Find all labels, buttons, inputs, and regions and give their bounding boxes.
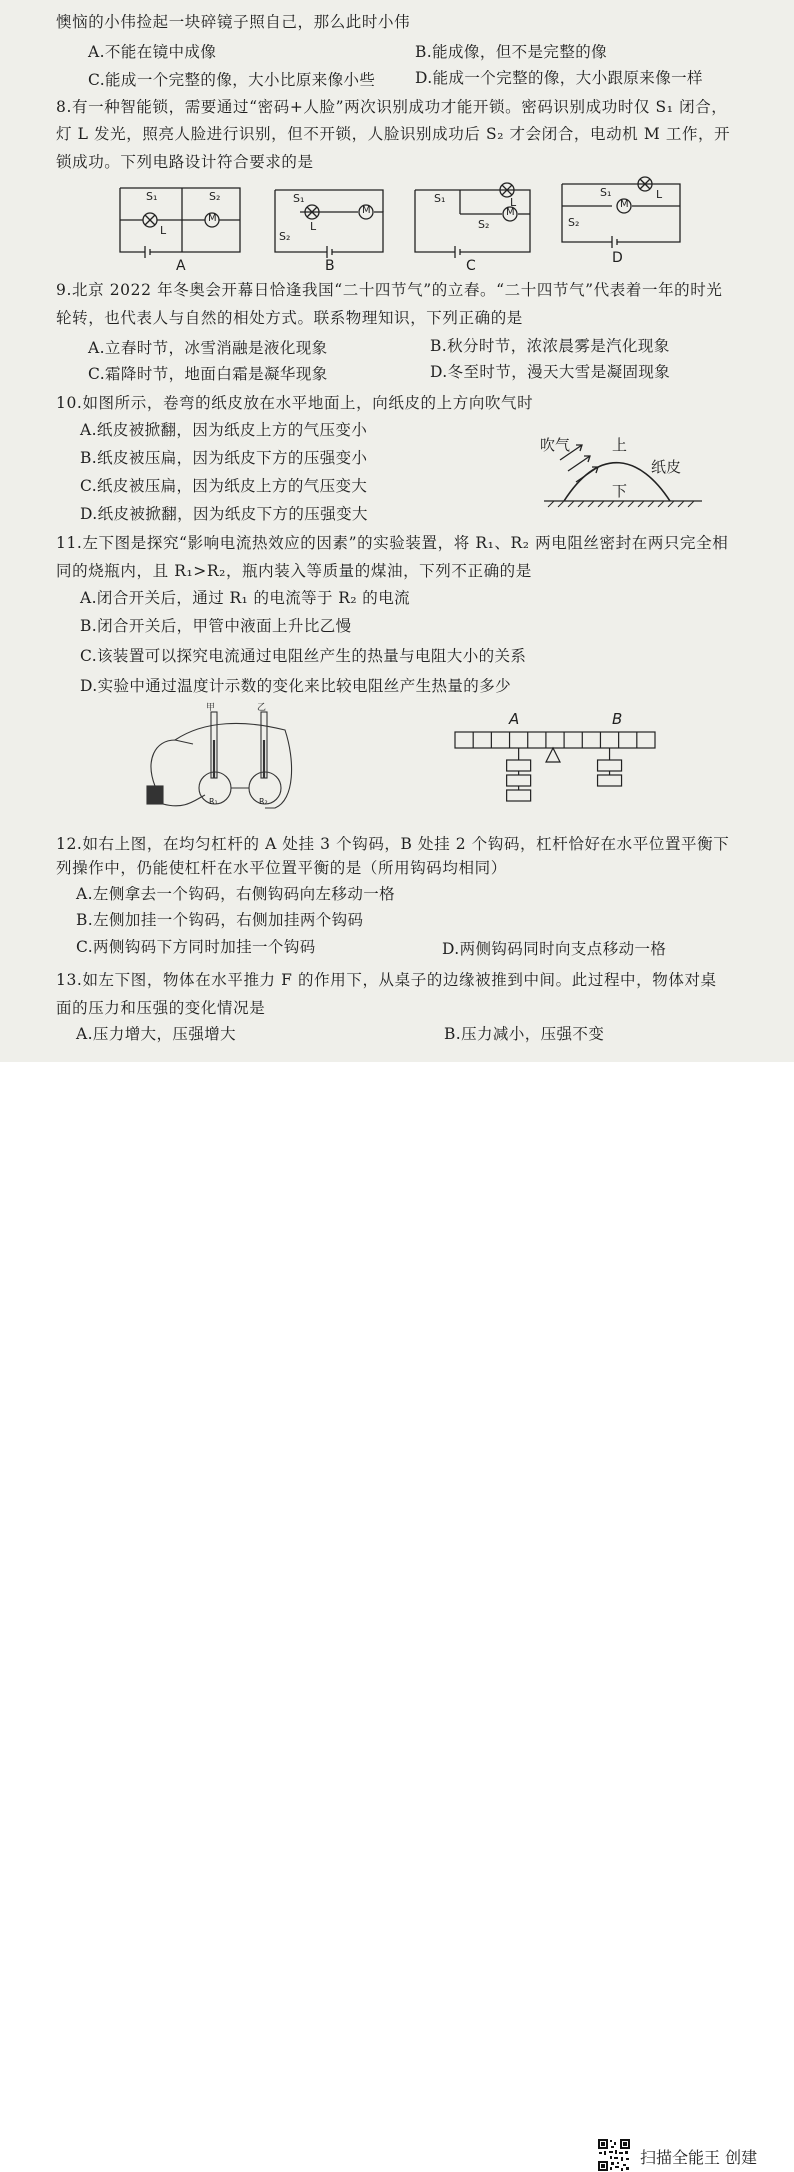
q12-option-a: A.左侧拿去一个钩码，右侧钩码向左移动一格: [76, 885, 396, 903]
q11-line-1: 11.左下图是探究“影响电流热效应的因素”的实验装置，将 R₁、R₂ 两电阻丝密封在两只完全相: [56, 534, 729, 552]
q10-option-c: C.纸皮被压扁，因为纸皮上方的气压变大: [80, 477, 368, 495]
q7-option-c: C.能成一个完整的像，大小比原来像小些: [88, 71, 376, 89]
lever-grid-lines: [473, 732, 637, 748]
circuit-a: [120, 188, 240, 258]
q7-option-d: D.能成一个完整的像，大小跟原来像一样: [415, 69, 703, 87]
q8-line-2: 灯 L 发光，照亮人脸进行识别，但不开锁，人脸识别成功后 S₂ 才会闭合，电动机 M 工作，开: [56, 125, 731, 143]
exam-page: [0, 0, 794, 1062]
q9-line-1: 9.北京 2022 年冬奥会开幕日恰逢我国“二十四节气”的立春。“二十四节气”代表着一年的时光: [56, 281, 723, 299]
circuit-a-lamp-label: L: [160, 224, 167, 237]
circuit-b-motor-label: M: [362, 205, 371, 216]
q9-line-2: 轮转，也代表人与自然的相处方式。联系物理知识，下列正确的是: [56, 309, 523, 327]
q12-line-1: 12.如右上图，在均匀杠杆的 A 处挂 3 个钩码，B 处挂 2 个钩码，杠杆恰好在水平位置平衡下: [56, 835, 730, 853]
heating-apparatus-figure: [135, 700, 305, 820]
circuit-a-s1-label: S₁: [146, 190, 158, 203]
q13-line-1: 13.如左下图，物体在水平推力 F 的作用下，从桌子的边缘被推到中间。此过程中，物体对桌: [56, 971, 717, 989]
resistor-r2-label: R₂: [259, 797, 268, 806]
lever-b-weight: [598, 760, 622, 771]
q7-option-a: A.不能在镜中成像: [88, 43, 217, 61]
tube-yi-label: 乙: [257, 703, 267, 713]
circuit-a-caption: A: [176, 258, 186, 274]
lever-point-a-label: A: [509, 710, 520, 728]
q11-line-2: 同的烧瓶内，且 R₁>R₂，瓶内装入等质量的煤油，下列不正确的是: [56, 562, 532, 580]
circuit-d-motor-label: M: [620, 199, 629, 210]
q10-option-d: D.纸皮被掀翻，因为纸皮下方的压强变大: [80, 505, 368, 523]
circuit-d: [562, 177, 680, 248]
circuit-d-lamp-label: L: [656, 188, 663, 201]
q10-option-a: A.纸皮被掀翻，因为纸皮上方的气压变小: [80, 421, 368, 439]
q12-line-2: 列操作中，仍能使杠杆在水平位置平衡的是（所用钩码均相同）: [56, 859, 507, 877]
q12-option-c: C.两侧钩码下方同时加挂一个钩码: [76, 938, 316, 956]
q12-option-d: D.两侧钩码同时向支点移动一格: [442, 940, 667, 958]
blow-air-label: 吹气: [540, 436, 571, 454]
resistor-r1-label: R₁: [209, 797, 218, 806]
q10-stem: 10.如图所示，卷弯的纸皮放在水平地面上，向纸皮的上方向吹气时: [56, 394, 534, 412]
q13-option-a: A.压力增大，压强增大: [76, 1025, 237, 1043]
q8-line-3: 锁成功。下列电路设计符合要求的是: [56, 153, 314, 171]
q9-option-d: D.冬至时节，漫天大雪是凝固现象: [430, 363, 671, 381]
circuit-a-motor-label: M: [208, 213, 217, 224]
scanner-footer: [0, 1062, 794, 2167]
q12-option-b: B.左侧加挂一个钩码，右侧加挂两个钩码: [76, 911, 364, 929]
circuit-c: [415, 183, 530, 258]
q9-option-c: C.霜降时节，地面白霜是凝华现象: [88, 365, 328, 383]
upper-side-label: 上: [612, 436, 628, 454]
lower-side-label: 下: [612, 482, 628, 500]
lever-point-b-label: B: [612, 710, 623, 728]
lever-a-weight: [507, 775, 531, 786]
lever-a-weight: [507, 790, 531, 801]
circuit-c-motor-label: M: [506, 207, 515, 218]
q11-option-c: C.该装置可以探究电流通过电阻丝产生的热量与电阻大小的关系: [80, 647, 527, 665]
q10-option-b: B.纸皮被压扁，因为纸皮下方的压强变小: [80, 449, 368, 467]
circuit-b-s1-label: S₁: [293, 192, 305, 205]
q11-option-b: B.闭合开关后，甲管中液面上升比乙慢: [80, 617, 352, 635]
q11-option-d: D.实验中通过温度计示数的变化来比较电阻丝产生热量的多少: [80, 677, 512, 695]
circuit-c-s2-label: S₂: [478, 218, 490, 231]
lever-a-weight: [507, 760, 531, 771]
circuit-a-s2-label: S₂: [209, 190, 221, 203]
lever-figure: [450, 710, 660, 810]
q9-option-a: A.立春时节，冰雪消融是液化现象: [88, 339, 328, 357]
circuit-d-caption: D: [612, 250, 623, 266]
circuit-c-s1-label: S₁: [434, 192, 446, 205]
scanner-brand-label: 扫描全能王 创建: [640, 2148, 758, 2167]
q8-circuit-diagrams: [0, 0, 794, 300]
q11-option-a: A.闭合开关后，通过 R₁ 的电流等于 R₂ 的电流: [80, 589, 410, 607]
qr-code-icon: [597, 2138, 631, 2172]
q9-option-b: B.秋分时节，浓浓晨雾是汽化现象: [430, 337, 670, 355]
tube-jia-label: 甲: [206, 703, 216, 713]
circuit-b-s2-label: S₂: [279, 230, 291, 243]
paper-sheet-label: 纸皮: [651, 458, 682, 476]
q8-line-1: 8.有一种智能锁，需要通过“密码+人脸”两次识别成功才能开锁。密码识别成功时仅 S₁ 闭合，: [56, 98, 728, 116]
circuit-b: [275, 190, 383, 258]
circuit-b-lamp-label: L: [310, 220, 317, 233]
q7-option-b: B.能成像，但不是完整的像: [415, 43, 608, 61]
q7-stem: 懊恼的小伟捡起一块碎镜子照自己，那么此时小伟: [56, 13, 411, 31]
circuit-d-s2-label: S₂: [568, 216, 580, 229]
circuit-b-caption: B: [325, 258, 335, 274]
q13-line-2: 面的压力和压强的变化情况是: [56, 999, 266, 1017]
circuit-d-s1-label: S₁: [600, 186, 612, 199]
circuit-c-caption: C: [466, 258, 476, 274]
circuit-c-lamp-label: L: [510, 196, 517, 209]
q13-option-b: B.压力减小，压强不变: [444, 1025, 605, 1043]
lever-b-weight: [598, 775, 622, 786]
